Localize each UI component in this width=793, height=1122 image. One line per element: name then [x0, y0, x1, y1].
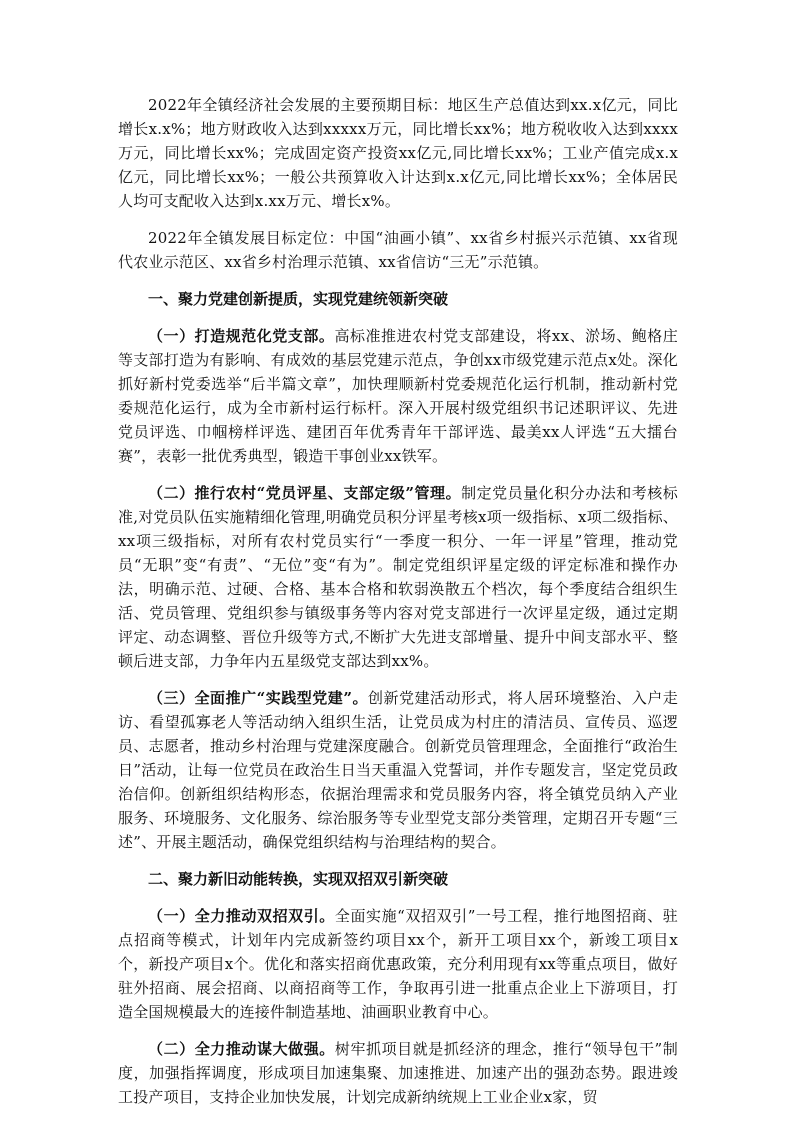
paragraph: [118, 226, 678, 274]
section-heading: 二、聚力新旧动能转换，实现双招双引新突破: [148, 870, 449, 888]
paragraph-lead: （二）全力推动谋大做强。: [148, 1040, 335, 1058]
paragraph-lead: （三）全面推广“实践型党建”。: [148, 689, 368, 707]
paragraph-lead: （一）全力推动双招双引。: [148, 907, 335, 925]
section-heading: 一、聚力党建创新提质，实现党建统领新突破: [148, 290, 449, 308]
paragraph-text: 高标准推进农村党支部建设，将xx、淤场、鲍格庄等支部打造为有影响、有成效的基层党建示范点，争创xx市级党建示范点x处。深化抓好新村党委选举“后半篇文章”，加快理顺新村党委规范化运行机制，推动新村党委规范化运行，成为全市新村运行标杆。深入开展村级党组织书记述职评议、先进党员评选、巾帼榜样评选、建团百年优秀青年干部评选、最美xx人评选“五大擂台赛”，表彰一批优秀典型，锻造干事创业xx铁军。: [118, 327, 678, 465]
paragraph: [118, 324, 678, 468]
paragraph-text: 2022年全镇发展目标定位：中国“油画小镇”、xx省乡村振兴示范镇、xx省现代农业示范区、xx省乡村治理示范镇、xx省信访“三无”示范镇。: [118, 229, 678, 271]
paragraph-text: 制定党员量化积分办法和考核标准,对党员队伍实施精细化管理,明确党员积分评星考核x项一级指标、x项二级指标、xx项三级指标，对所有农村党员实行“一季度一积分、一年一评星”管理，推动党员“无职”变“有责”、“无位”变“有为”。制定党组织评星定级的评定标准和操作办法，明确示范、过硬、合格、基本合格和软弱涣散五个档次，每个季度结合组织生活、党员管理、党组织参与镇级事务等内容对党支部进行一次评星定级，通过定期评定、动态调整、晋位升级等方式,不断扩大先进支部增量、提升中间支部水平、整顿后进支部，力争年内五星级党支部达到xx%。: [118, 484, 678, 670]
paragraph: [118, 93, 678, 213]
paragraph-text: 全面实施“双招双引”一号工程，推行地图招商、驻点招商等模式，计划年内完成新签约项目xx个，新开工项目xx个，新竣工项目x个，新投产项目x个。优化和落实招商优惠政策，充分利用现有xx等重点项目，做好驻外招商、展会招商、以商招商等工作，争取再引进一批重点企业上下游项目，打造全国规模最大的连接件制造基地、油画职业教育中心。: [118, 907, 678, 1021]
paragraph-lead: （一）打造规范化党支部。: [148, 327, 335, 345]
paragraph: [118, 481, 678, 673]
paragraph: [118, 904, 678, 1024]
paragraph-text: 2022年全镇经济社会发展的主要预期目标：地区生产总值达到xx.x亿元，同比增长x.x%；地方财政收入达到xxxxx万元，同比增长xx%；地方税收收入达到xxxx万元，同比增长xx%；完成固定资产投资xx亿元,同比增长xx%；工业产值完成x.x亿元，同比增长xx%；一般公共预算收入计达到x.x亿元,同比增长xx%；全体居民人均可支配收入达到x.xx万元、增长x%。: [118, 96, 678, 210]
document-page: [118, 93, 678, 1122]
paragraph-lead: （二）推行农村“党员评星、支部定级”管理。: [148, 484, 462, 502]
paragraph: [118, 686, 678, 854]
paragraph-text: 树牢抓项目就是抓经济的理念，推行“领导包干”制度，加强指挥调度，形成项目加速集聚、加速推进、加速产出的强劲态势。跟进竣工投产项目，支持企业加快发展，计划完成新纳统规上工业企业x家，贸: [118, 1040, 678, 1106]
paragraph-text: 创新党建活动形式，将人居环境整治、入户走访、看望孤寡老人等活动纳入组织生活，让党员成为村庄的清洁员、宣传员、巡逻员、志愿者，推动乡村治理与党建深度融合。创新党员管理理念，全面推行“政治生日”活动，让每一位党员在政治生日当天重温入党誓词，并作专题发言，坚定党员政治信仰。创新组织结构形态，依据治理需求和党员服务内容，将全镇党员纳入产业服务、环境服务、文化服务、综治服务等专业型党支部分类管理，定期召开专题“三述”、开展主题活动，确保党组织结构与治理结构的契合。: [118, 689, 678, 851]
paragraph: [118, 1037, 678, 1109]
